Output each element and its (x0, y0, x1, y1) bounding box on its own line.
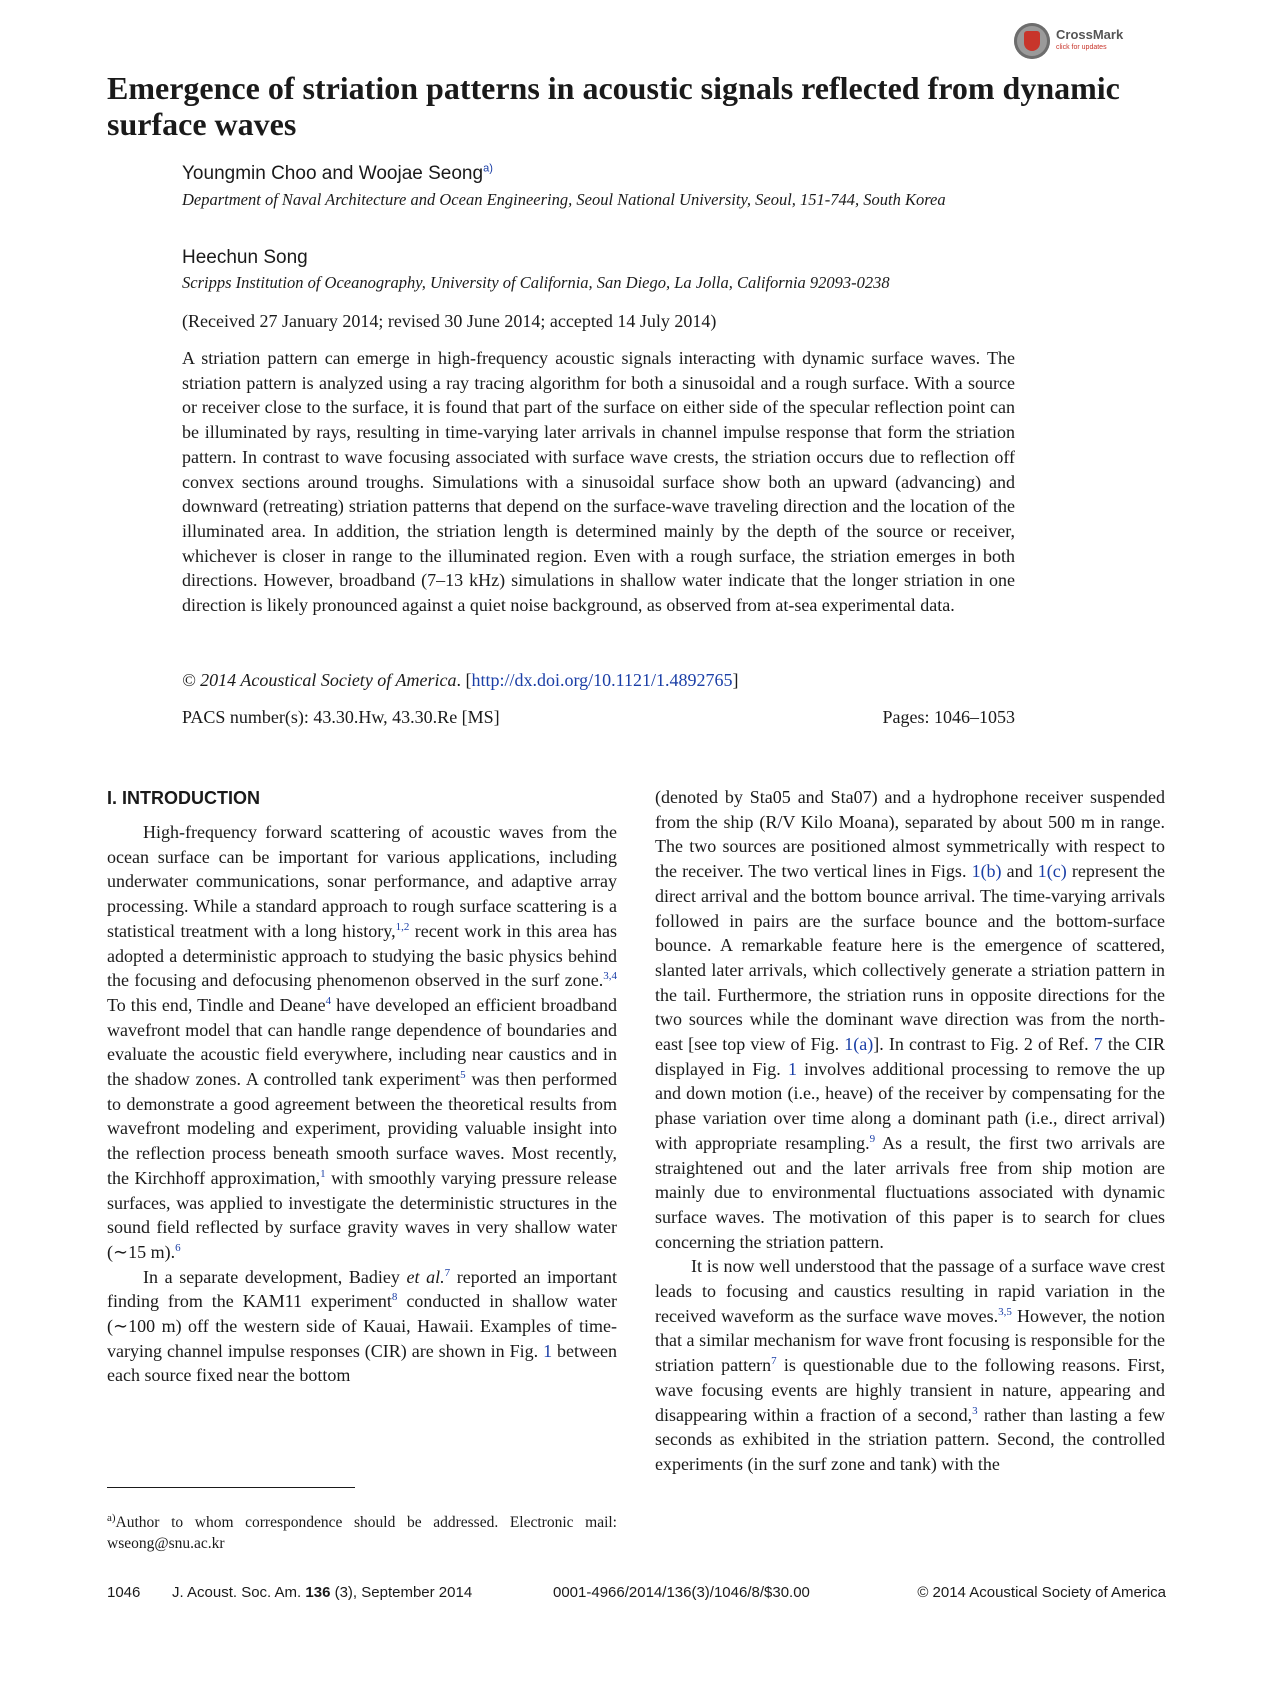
citation[interactable]: 6 (175, 1241, 181, 1254)
citation[interactable]: 1 (320, 1167, 326, 1180)
figure-link[interactable]: 1(b) (971, 861, 1002, 882)
footer-journal: J. Acoust. Soc. Am. 136 (3), September 2014 (172, 1584, 473, 1601)
citation[interactable]: 8 (391, 1291, 398, 1304)
authors-line-2 (182, 247, 308, 269)
crossmark-badge[interactable] (1014, 20, 1124, 62)
paper-title: Emergence of striation patterns in acoustic signals reflected from dynamic surface waves (107, 70, 1120, 142)
right-paragraph-1: (denoted by Sta05 and Sta07) and a hydrophone receiver suspended from the ship (R/V Kilo Moana), separated by about 500 m in range. The two sources are positioned almost symmetrically with respect to the receiver. The two vertical lines in Figs. 1(b) and 1(c) represent the direct arrival and the bottom bounce arrival. The time-varying arrivals followed in pairs are the surface bounce and the bottom-surface bounce. A remarkable feature here is the emergence of scattered, slanted later arrivals, which collectively generate a striation pattern in the tail. Furthermore, the striation runs in opposite directions for the two sources while the dominant wave direction was from the north-east [see top view of Fig. 1(a)]. In contrast to Fig. 2 of Ref. 7 the CIR displayed in Fig. 1 involves additional processing to remove the up and down motion (i.e., heave) of the receiver by compensating for the phase variation over time along a dominant path (i.e., direct arrival) with appropriate resampling.$^9$ As a result, the first two arrivals are straightened out and the later arrivals free from ship motion are mainly due to environmental fluctuations associated with dynamic surface waves. The motivation of this paper is to search for clues concerning the striation pattern. (655, 787, 1166, 1252)
figure-link[interactable]: 1(a) (844, 1034, 874, 1055)
author-names-2: Heechun Song (182, 247, 308, 268)
reference-link[interactable]: 7 (1093, 1034, 1103, 1055)
citation[interactable]: 9 (869, 1132, 876, 1145)
author-names-1: Youngmin Choo and Woojae Seong (182, 163, 484, 184)
copyright-text: © 2014 Acoustical Society of America (182, 670, 457, 690)
figure-link[interactable]: 1(c) (1037, 861, 1067, 882)
crossmark-label: CrossMark (1056, 27, 1124, 42)
right-paragraph-2: It is now well understood that the passage of a surface wave crest leads to focusing and caustics resulting in rapid variation in the received waveform as the surface wave moves.$^{3,5}$ However, the notion that a similar mechanism for wave front focusing is responsible for the striation pattern$^7$ is questionable due to the following reasons. First, wave focusing events are highly transient in nature, appearing and disappearing within a fraction of a second,$^3$ rather than lasting a few seconds as exhibited in the striation pattern. Second, the controlled experiments (in the surf zone and tank) with the (655, 1256, 1166, 1474)
left-column (107, 820, 617, 1388)
citation[interactable]: 7 (444, 1266, 451, 1279)
abstract-copyright: © 2014 Acoustical Society of America. [http://dx.doi.org/10.1121/1.4892765] (182, 670, 739, 690)
citation[interactable]: 5 (460, 1069, 466, 1082)
abstract: A striation pattern can emerge in high-frequency acoustic signals interacting with dynamic surface waves. The striation pattern is analyzed using a ray tracing algorithm for both a sinusoidal and a rough surface. With a source or receiver close to the surface, it is found that part of the surface on either side of the specular reflection point can be illuminated by rays, resulting in time-varying later arrivals in channel impulse response that form the striation pattern. In contrast to wave focusing associated with surface wave crests, the striation occurs due to reflection off convex sections around troughs. Simulations with a sinusoidal surface show both an upward (advancing) and downward (retreating) striation patterns that depend on the surface-wave traveling direction and the location of the illuminated area. In addition, the striation length is determined mainly by the depth of the source or receiver, whichever is closer in range to the illuminated region. Even with a rough surface, the striation emerges in both directions. However, broadband (7–13 kHz) simulations in shallow water indicate that the longer striation in one direction is likely pronounced against a quiet noise background, as observed from at-sea experimental data. (182, 348, 1015, 616)
citation[interactable]: 3,4 (603, 970, 617, 983)
footnote-divider (107, 1487, 355, 1488)
right-column (655, 785, 1165, 1477)
author-footnote-mark[interactable]: a) (483, 162, 493, 175)
authors-line-1 (182, 163, 493, 185)
pacs-numbers: PACS number(s): 43.30.Hw, 43.30.Re [MS] (182, 707, 500, 727)
crossmark-sublabel: click for updates (1056, 44, 1107, 51)
figure-link[interactable]: 1 (543, 1340, 553, 1361)
footnote-mark: a) (107, 1511, 116, 1524)
footnote-text: Author to whom correspondence should be addressed. Electronic mail: wseong@snu.ac.kr (107, 1514, 617, 1552)
intro-paragraph-1: High-frequency forward scattering of acoustic waves from the ocean surface can be important for various applications, including underwater communications, sonar performance, and adaptive array processing. While a standard approach to rough surface scattering is a statistical treatment with a long history,$^{1,2}$ recent work in this area has adopted a deterministic approach to studying the basic physics behind the focusing and defocusing phenomenon observed in the surf zone.$^{3,4}$ To this end, Tindle and Deane$^4$ have developed an efficient broadband wavefront model that can handle range dependence of boundaries and evaluate the acoustic field everywhere, including near caustics and in the shadow zones. A controlled tank experiment$^5$ was then performed to demonstrate a good agreement between the theoretical results from wavefront modeling and experiment, providing valuable insight into the reflection process beneath smooth surface waves. Most recently, the Kirchhoff approximation,$^1$ with smoothly varying pressure release surfaces, was applied to investigate the deterministic structures in the sound field reflected by surface gravity waves in very shallow water (∼15 m).$^6$ (107, 822, 618, 1262)
citation[interactable]: 1,2 (395, 920, 410, 933)
footer-copyright: © 2014 Acoustical Society of America (917, 1584, 1166, 1601)
figure-link[interactable]: 1 (787, 1058, 797, 1079)
citation[interactable]: 3 (972, 1404, 978, 1417)
section-heading: I. INTRODUCTION (107, 788, 260, 808)
footer-volume: 136 (305, 1584, 331, 1601)
citation[interactable]: 7 (771, 1355, 777, 1368)
footnote (107, 1512, 617, 1554)
citation[interactable]: 3,5 (998, 1305, 1012, 1318)
received-dates: (Received 27 January 2014; revised 30 June 2014; accepted 14 July 2014) (182, 311, 717, 331)
footer-code: 0001-4966/2014/136(3)/1046/8/$30.00 (553, 1584, 810, 1601)
affiliation-1: Department of Naval Architecture and Ocean Engineering, Seoul National University, Seoul, 151-744, South Korea (182, 190, 946, 209)
footer-page-number: 1046 (107, 1584, 141, 1601)
intro-paragraph-2: In a separate development, Badiey et al.$^7$ reported an important finding from the KAM11 experiment$^8$ conducted in shallow water (∼100 m) off the western side of Kauai, Hawaii. Examples of time-varying channel impulse responses (CIR) are shown in Fig. 1 between each source fixed near the bottom (107, 1266, 618, 1386)
page-range: Pages: 1046–1053 (882, 707, 1015, 727)
citation[interactable]: 4 (325, 994, 332, 1007)
affiliation-2: Scripps Institution of Oceanography, University of California, San Diego, La Jolla, California 92093-0238 (182, 273, 890, 292)
doi-link[interactable]: http://dx.doi.org/10.1121/1.4892765 (471, 670, 733, 690)
crossmark-icon (1014, 23, 1050, 59)
